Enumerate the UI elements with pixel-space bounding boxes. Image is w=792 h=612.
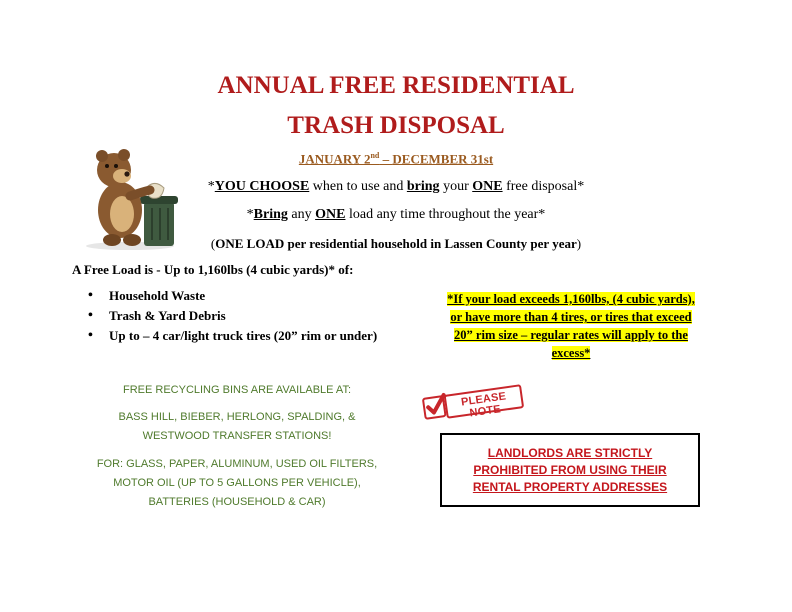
excess-note (440, 290, 702, 362)
please-note-stamp (420, 379, 526, 427)
landlord-notice (440, 433, 700, 507)
landlord-line-3: RENTAL PROPERTY ADDRESSES (472, 479, 668, 494)
stamp-text: PLEASE NOTE (460, 390, 507, 420)
landlord-line-2: PROHIBITED FROM USING THEIR (473, 462, 667, 477)
free-load-heading: A Free Load is - Up to 1,160lbs (4 cubic yards)* of: (72, 262, 354, 277)
title-line-1: ANNUAL FREE RESIDENTIAL (217, 72, 575, 99)
recycling-for-3: BATTERIES (HOUSEHOLD & CAR) (148, 496, 326, 508)
date-separator: – (379, 151, 393, 167)
date-range (0, 151, 792, 167)
date-start-suffix: nd (370, 151, 380, 160)
landlord-line-1: LANDLORDS ARE STRICTLY (487, 445, 653, 460)
excess-note-text: *If your load exceeds 1,160lbs, (4 cubic yards), or have more than 4 tires, or tires that exceed 20” rim size – regular rates will apply to the excess* (447, 292, 695, 360)
list-item: • Household Waste (88, 286, 377, 306)
recycling-heading: FREE RECYCLING BINS ARE AVAILABLE AT: (122, 384, 352, 396)
one-load-line: (ONE LOAD per residential household in Lassen County per year) (210, 236, 582, 251)
title-line-2: TRASH DISPOSAL (287, 112, 505, 139)
choose-line: *YOU CHOOSE when to use and bring your ONE free disposal* (207, 179, 585, 194)
load-items-list (88, 286, 377, 346)
list-item: • Trash & Yard Debris (88, 306, 377, 326)
recycling-for-1: FOR: GLASS, PAPER, ALUMINUM, USED OIL FILTERS, (96, 458, 378, 470)
date-end: DECEMBER 31st (392, 151, 494, 167)
bring-line: *Bring any ONE load any time throughout the year* (246, 207, 546, 222)
list-item: • Up to – 4 car/light truck tires (20” rim or under) (88, 326, 377, 346)
recycling-stations-2: WESTWOOD TRANSFER STATIONS! (142, 430, 332, 442)
recycling-for-2: MOTOR OIL (UP TO 5 GALLONS PER VEHICLE), (113, 477, 361, 489)
recycling-stations-1: BASS HILL, BIEBER, HERLONG, SPALDING, & (118, 411, 356, 423)
date-start: JANUARY 2 (298, 151, 371, 167)
